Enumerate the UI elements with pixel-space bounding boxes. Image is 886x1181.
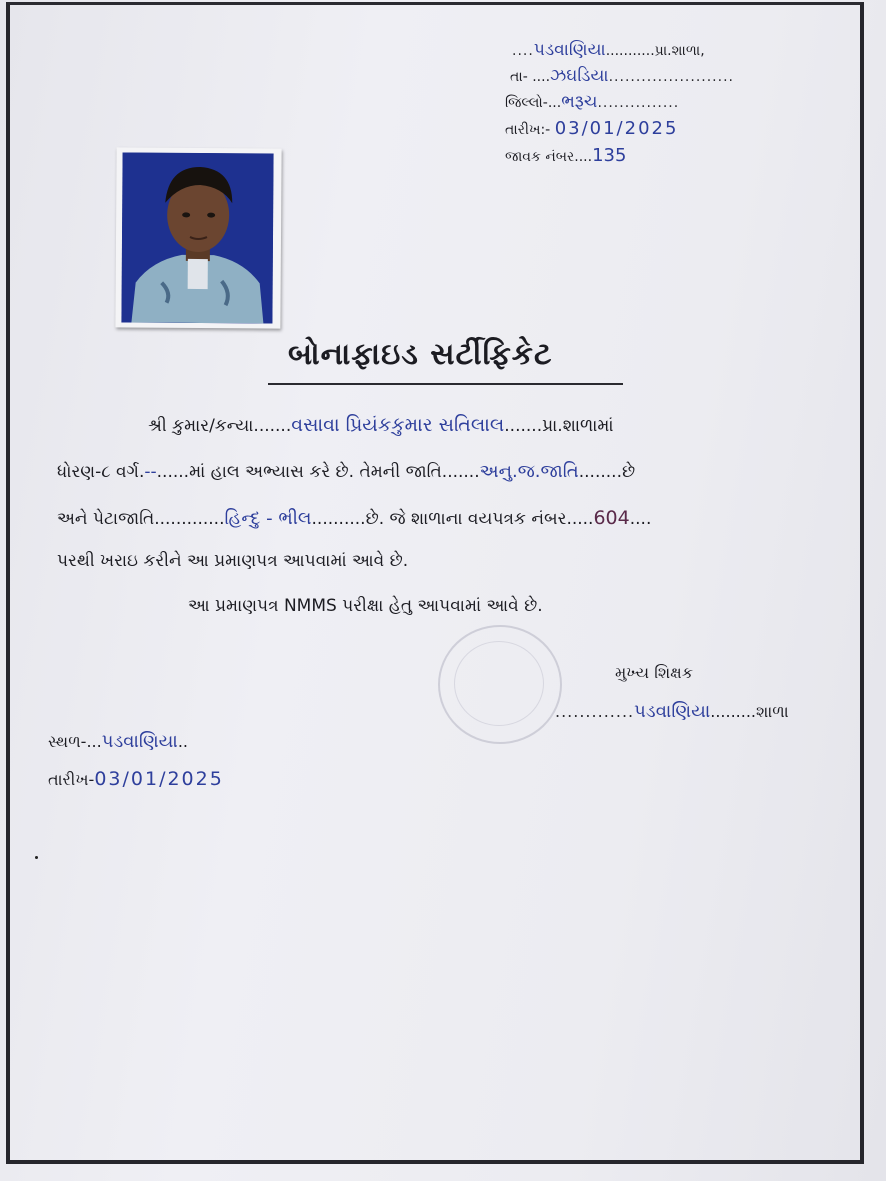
footer-date-line: તારીખ-03/01/2025 (48, 768, 224, 790)
school-name: પડવાણિયા (533, 40, 606, 60)
body-line-4: પરથી ખરાઇ કરીને આ પ્રમાણપત્ર આપવામાં આવે છે. (57, 551, 409, 571)
faint-school-stamp (438, 625, 562, 744)
district-value: ભરૂચ (561, 92, 598, 112)
body-line-3: અને પેટાજાતિ.............હિન્દુ - ભીલ..........છે. જે શાળાના વયપત્રક નંબર.....604.... (57, 507, 652, 529)
outward-number-value: 135 (592, 145, 627, 166)
subcaste-value: હિન્દુ - ભીલ (224, 508, 312, 529)
school-line: ....પડવાણિયા...........પ્રા.શાળા, (512, 40, 705, 60)
stray-dot (35, 856, 38, 859)
body-line-5: આ પ્રમાણપત્ર NMMS પરીક્ષા હેતુ આપવામાં આવે છે. (188, 596, 543, 616)
caste-value: અનુ.જ.જાતિ (479, 461, 579, 482)
register-number: 604 (593, 507, 630, 529)
signature-school-line: .............પડવાણિયા.........શાળા (555, 701, 789, 722)
body-line-2: ધોરણ-૮ વર્ગ.--......માં હાલ અભ્યાસ કરે છે. તેમની જાતિ.......અનુ.જ.જાતિ........છે (57, 461, 636, 482)
body-line-1: શ્રી કુમાર/કન્યા.......વસાવા પ્રિયંકકુમાર સતિલાલ.......પ્રા.શાળામાં (148, 414, 614, 436)
place-value: પડવાણિયા (101, 731, 178, 752)
student-photo (115, 147, 281, 328)
taluka-line: તા- ....ઝઘડિયા....................... (510, 66, 734, 86)
class-value: -- (144, 462, 157, 482)
outward-number-line: જાવક નંબર....135 (505, 145, 627, 166)
header-date-value: 03/01/2025 (554, 118, 679, 139)
date-line: તારીખ:- 03/01/2025 (505, 118, 679, 139)
signature-school-name: પડવાણિયા (634, 701, 711, 722)
district-line: જિલ્લો-...ભરૂચ............... (505, 92, 680, 112)
headmaster-label: મુખ્ય શિક્ષક (615, 663, 694, 682)
certificate-title: બોનાફાઇડ સર્ટીફિકેટ (288, 337, 553, 372)
title-underline (268, 383, 623, 385)
student-portrait (121, 152, 273, 323)
student-name: વસાવા પ્રિયંકકુમાર સતિલાલ (291, 414, 505, 436)
footer-date-value: 03/01/2025 (94, 768, 224, 790)
taluka-value: ઝઘડિયા (550, 66, 609, 86)
place-line: સ્થળ-...પડવાણિયા.. (48, 731, 188, 752)
